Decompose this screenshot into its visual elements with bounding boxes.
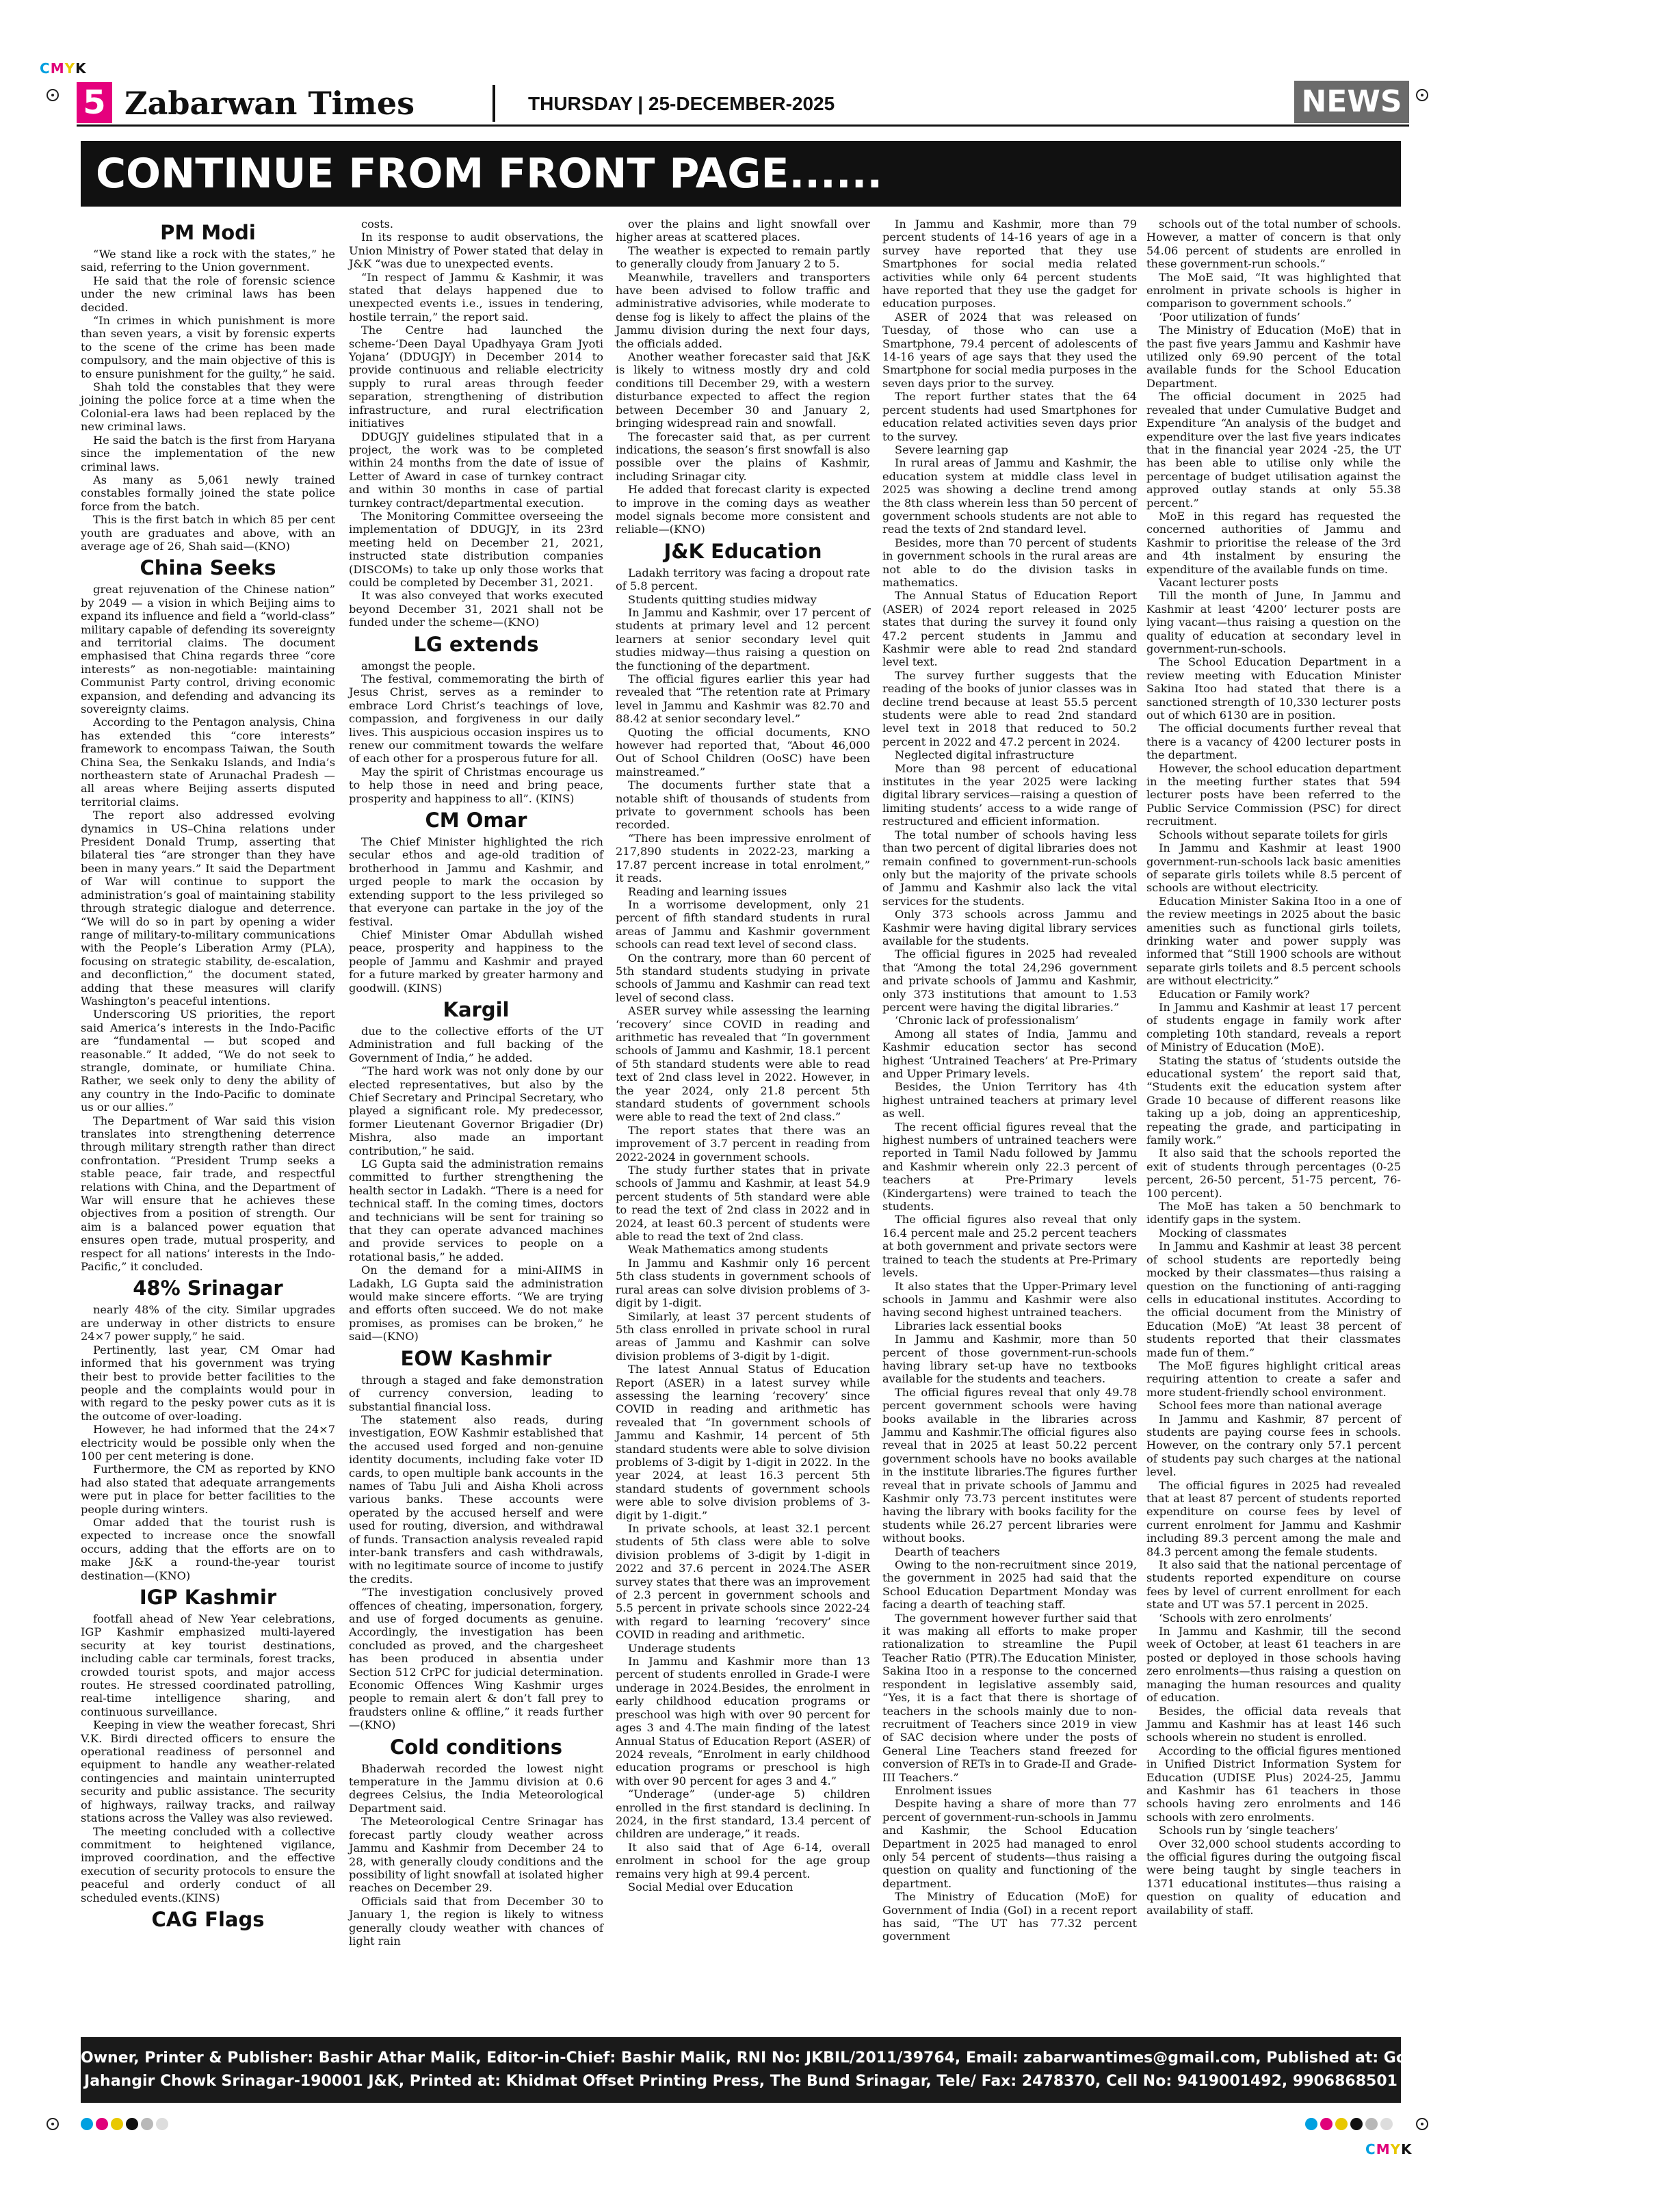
article-heading: J&K Education [664, 539, 822, 563]
article-paragraph: Chief Minister Omar Abdullah wished peace, prosperity and happiness to the people of Jammu and Kashmir and prayed for a future marked by greater harmony and goodwill. (KINS) [349, 928, 603, 995]
color-bar-right [1305, 2118, 1393, 2130]
article-paragraph: The official figures in 2025 had revealed that “Among the total 24,296 government and private schools of Jammu and Kashmir, only 373 institutions that amount to 1.53 percent were having the digital libraries.” [882, 947, 1137, 1014]
article-paragraph: The official figures reveal that only 49.78 percent government schools were having books available in the libraries across Jammu and Kashmir.The official figures also reveal that in 2025 at least 50.22 percent government schools have no books available in the institute libraries.The figures further reveal that in private schools of Jammu and Kashmir only 73.73 percent institutes were having the library with books facility for the students while 26.27 percent libraries were without books. [882, 1385, 1137, 1545]
article-paragraph: The forecaster said that, as per current indications, the season’s first snowfall is also possible over the plains of Kashmir, including Srinagar city. [616, 430, 870, 483]
article-paragraph: Underscoring US priorities, the report said America’s interests in the Indo-Pacific are “fundamental — but scoped and reasonable.” It added, “We do not seek to strangle, dominate, or humiliate China. Rather, we seek only to deny the ability of any country in the Indo-Pacific to dominate us or our allies.” [81, 1008, 335, 1114]
article-paragraph: However, the school education department in the meeting further states that 594 lecturer posts have been referred to the Public Service Commission (PSC) for direct recruitment. [1146, 761, 1401, 828]
article-heading: 48% Srinagar [133, 1276, 283, 1300]
article-paragraph: ‘Chronic lack of professionalism’ [895, 1014, 1079, 1027]
column-4 [882, 218, 1137, 2028]
article-paragraph: Enrolment issues [895, 1783, 993, 1797]
article-paragraph: ‘Schools with zero enrolments’ [1159, 1611, 1333, 1625]
article-paragraph: Among all states of India, Jammu and Kashmir education sector has second highest ‘Untrained Teachers’ at Pre-Primary and Upper Primary levels. [882, 1027, 1137, 1080]
article-paragraph: On the contrary, more than 60 percent of 5th standard students studying in private schools of Jammu and Kashmir can read text level of second class. [616, 951, 870, 1004]
article-paragraph: The official documents further reveal that there is a vacancy of 4200 lecturer posts in the department. [1146, 722, 1401, 762]
article-paragraph: As many as 5,061 newly trained constables formally joined the state police force from the batch. [81, 473, 335, 513]
article-paragraph: In Jammu and Kashmir, till the second week of October, at least 61 teachers in are posted or deployed in those schools having zero enrolments—thus raising a question on managing the human resources and quality of education. [1146, 1625, 1401, 1705]
article-paragraph: The Department of War said this vision translates into strengthening deterrence through military strength rather than direct confrontation. “President Trump seeks a stable peace, fair trade, and respectful relations with China, and the Department of War will ensure that he achieves these objectives from a position of strength. Our aim is a balanced power equation that ensures open trade, mutual prosperity, and respect for all nations’ interests in the Indo-Pacific,” it concluded. [81, 1114, 335, 1274]
article-paragraph: According to the official figures mentioned in Unified District Information System for Education (UDISE Plus) 2024-25, Jammu and Kashmir has 61 teachers in those schools having zero enrolments and 146 schools with zero enrolments. [1146, 1744, 1401, 1824]
article-paragraph: Students quitting studies midway [628, 592, 817, 606]
imprint-line-1: Owner, Printer & Publisher: Bashir Athar Malik, Editor-in-Chief: Bashir Malik, RNI No: JKBIL/2011/39764, Email: zabarwantimes@gmail.com, Published at: Govt. Quarters, B-6, Budshah Flats [81, 2049, 1680, 2067]
article-paragraph: The official figures in 2025 had revealed that at least 87 percent of students reported expenditure on course fees by level of current enrolment for Jammu and Kashmir including 89.3 percent among the male and 84.3 percent among the female students. [1146, 1478, 1401, 1558]
article-paragraph: Shah told the constables that they were joining the police force at a time when the Colonial-era laws had been replaced by the new criminal laws. [81, 380, 335, 434]
page-banner: CONTINUE FROM FRONT PAGE...... [81, 141, 1401, 207]
article-paragraph: Keeping in view the weather forecast, Shri V.K. Birdi directed officers to ensure the operational readiness of personnel and equipment to handle any weather-related contingencies and maintain uninterrupted security and public assistance. The security of highways, railway tracks, and railway stations across the Valley was also reviewed. [81, 1718, 335, 1825]
article-paragraph: Over 32,000 school students according to the official figures during the outgoing fiscal were being taught by single teachers in 1371 educational institutes—thus raising a question on quality of education and availability of staff. [1146, 1837, 1401, 1917]
article-paragraph: According to the Pentagon analysis, China has extended this “core interests” framework to encompass Taiwan, the South China Sea, the Senkaku Islands, and India’s northeastern state of Arunachal Pradesh — all areas where Beijing asserts disputed territorial claims. [81, 716, 335, 809]
article-paragraph: Weak Mathematics among students [628, 1243, 828, 1257]
article-paragraph: Schools without separate toilets for girls [1159, 828, 1388, 841]
article-paragraph: Neglected digital infrastructure [895, 748, 1075, 762]
article-heading: Cold conditions [389, 1735, 563, 1759]
article-paragraph: The MoE figures highlight critical areas requiring attention to create a safer and more student-friendly school environment. [1146, 1359, 1401, 1399]
article-paragraph: The MoE has taken a 50 benchmark to identify gaps in the system. [1146, 1200, 1401, 1227]
article-columns [81, 218, 1401, 2028]
article-paragraph: In Jammu and Kashmir at least 17 percent of students engage in family work after completing 10th standard, reveals a report of Ministry of Education (MoE). [1146, 1000, 1401, 1054]
article-paragraph: LG Gupta said the administration remains committed to further strengthening the health sector in Ladakh. “There is a need for technical staff. In the coming times, doctors and technicians will be sent for training so that they can operate advanced machines and provide services to people on a rotational basis,” he added. [349, 1157, 603, 1263]
article-paragraph: The statement also reads, during investigation, EOW Kashmir established that the accused used forged and non-genuine identity documents, including fake voter ID cards, to open multiple bank accounts in the names of Tabu Juli and Aisha Kholi across various banks. These accounts were operated by the accused herself and were used for routing, diversion, and withdrawal of funds. Transaction analysis revealed rapid inter-bank transfers and cash withdrawals, with no legitimate source of income to justify the credits. [349, 1413, 603, 1586]
article-paragraph: Severe learning gap [895, 443, 1008, 456]
article-paragraph: He added that forecast clarity is expected to improve in the coming days as weather model signals become more consistent and reliable—(KNO) [616, 483, 870, 536]
article-paragraph: The festival, commemorating the birth of Jesus Christ, serves as a reminder to embrace Lord Christ’s teachings of love, compassion, and forgiveness in our daily lives. This auspicious occasion inspires us to renew our commitment towards the welfare of each other for a prosperous future for all. [349, 672, 603, 765]
article-paragraph: More than 98 percent of educational institutes in the year 2025 were lacking digital library services—raising a question of limiting students’ access to a wide range of restructured and efficient information. [882, 761, 1137, 828]
article-heading: PM Modi [160, 221, 256, 244]
article-paragraph: great rejuvenation of the Chinese nation” by 2049 — a vision in which Beijing aims to expand its influence and field a “world-class” military capable of defending its sovereignty and territorial claims. The document emphasised that China regards three “core interests” as non-negotiable: maintaining Communist Party control, driving economic expansion, and defending and advancing its sovereignty claims. [81, 583, 335, 716]
article-paragraph: The Monitoring Committee overseeing the implementation of DDUGJY, in its 23rd meeting held on December 21, 2021, instructed state distribution companies (DISCOMs) to take up only those works that could be completed by December 31, 2021. [349, 509, 603, 589]
article-paragraph: The recent official figures reveal that the highest numbers of untrained teachers were reported in Tamil Nadu followed by Jammu and Kashmir wherein only 22.3 percent of teachers at Pre-Primary levels (Kindergartens) were trained to teach the students. [882, 1120, 1137, 1214]
article-paragraph: The meeting concluded with a collective commitment to heightened vigilance, improved coordination, and the effective execution of security protocols to ensure the peaceful and orderly conduct of all scheduled events.(KINS) [81, 1824, 335, 1904]
article-paragraph: Officials said that from December 30 to January 1, the region is likely to witness generally cloudy weather with chances of light rain [349, 1894, 603, 1948]
article-paragraph: Underage students [628, 1641, 735, 1655]
article-paragraph: However, he had informed that the 24×7 electricity would be possible only when the 100 per cent metering is done. [81, 1423, 335, 1463]
article-paragraph: It was also conveyed that works executed beyond December 31, 2021 shall not be funded under the scheme—(KNO) [349, 589, 603, 629]
article-paragraph: nearly 48% of the city. Similar upgrades are underway in other districts to ensure 24×7 power supply,” he said. [81, 1303, 335, 1344]
article-paragraph: Education Minister Sakina Itoo in a one of the review meetings in 2025 about the basic amenities such as functional girls toilets, drinking water and power supply was informed that “Still 1900 schools are without separate girls toilets and 8.5 percent schools are without electricity.” [1146, 894, 1401, 988]
article-paragraph: In Jammu and Kashmir, more than 79 percent students of 14-16 years of age in a survey have reported that they use Smartphones for social media related activities while only 64 percent students have reported that they use the gadget for education purposes. [882, 218, 1137, 311]
registration-mark-top-left [47, 89, 59, 101]
article-heading: IGP Kashmir [139, 1586, 277, 1609]
article-paragraph: Only 373 schools across Jammu and Kashmir were having digital library services available for the students. [882, 908, 1137, 947]
article-paragraph: Ladakh territory was facing a dropout rate of 5.8 percent. [616, 566, 870, 593]
article-paragraph: The Ministry of Education (MoE) that in the past five years Jammu and Kashmir have utilized only 69.90 percent of the total available funds for the School Education Department. [1146, 324, 1401, 390]
article-paragraph: Meanwhile, travellers and transporters have been advised to follow traffic and administrative advisories, while moderate to dense fog is likely to affect the plains of the Jammu division during the next four days, the officials added. [616, 270, 870, 350]
article-heading: Kargil [443, 997, 510, 1021]
article-paragraph: ASER survey while assessing the learning ‘recovery’ since COVID in reading and arithmetic has revealed that “In government schools of Jammu and Kashmir, 18.1 percent of 5th standard students were able to read text of 2nd class level in 2022. However, in the year 2024, only 21.8 percent 5th standard students of government schools were able to read the text of 2nd class.” [616, 1004, 870, 1124]
article-paragraph: The weather is expected to remain partly to generally cloudy from January 2 to 5. [616, 244, 870, 271]
article-paragraph: The study further states that in private schools of Jammu and Kashmir, at least 54.9 percent students of 5th standard were able to read the text of 2nd class in 2022 and in 2024, at least 60.3 percent of students were able to read the text of 2nd class. [616, 1164, 870, 1244]
masthead-divider [493, 85, 495, 122]
article-paragraph: On the demand for a mini-AIIMS in Ladakh, LG Gupta said the administration would make sincere efforts. “We are trying and efforts often succeed. We do not make promises, as promises can be broken,” he said—(KNO) [349, 1263, 603, 1344]
article-paragraph: The report states that there was an improvement of 3.7 percent in reading from 2022-2024 in government schools. [616, 1123, 870, 1164]
article-paragraph: Besides, the official data reveals that Jammu and Kashmir has at least 146 such schools wherein no student is enrolled. [1146, 1704, 1401, 1744]
article-paragraph: The Ministry of Education (MoE) for Government of India (GoI) in a recent report has said, “The UT has 77.32 percent government [882, 1890, 1137, 1943]
article-paragraph: In a worrisome development, only 21 percent of fifth standard students in rural areas of Jammu and Kashmir government schools can read text level of second class. [616, 897, 870, 952]
article-paragraph: footfall ahead of New Year celebrations, IGP Kashmir emphasized multi-layered security at key tourist destinations, including cable car terminals, forest tracks, crowded tourist spots, and major access routes. He stressed coordinated patrolling, real-time intelligence sharing, and continuous surveillance. [81, 1612, 335, 1718]
article-paragraph: In Jammu and Kashmir, over 17 percent of students at primary level and 12 percent learners at senior secondary level quit studies midway—thus raising a question on the functioning of the department. [616, 605, 870, 672]
article-paragraph: The Annual Status of Education Report (ASER) of 2024 report released in 2025 states that during the survey it found only 47.2 percent students in Jammu and Kashmir were able to read 2nd standard level text. [882, 589, 1137, 669]
article-paragraph: The Meteorological Centre Srinagar has forecast partly cloudy weather across Jammu and Kashmir from December 24 to 28, with generally cloudy conditions and the possibility of light snowfall at isolated higher reaches on December 29. [349, 1815, 603, 1895]
article-paragraph: In Jammu and Kashmir at least 38 percent of school students are reportedly being mocked by their classmates—thus raising a question on the functioning of anti-ragging cells in educational institutes. According to the official document from the Ministry of Education (MoE) “At least 38 percent of students reported that their classmates made fun of them.” [1146, 1240, 1401, 1359]
article-paragraph: He said the batch is the first from Haryana since the implementation of the new criminal laws. [81, 433, 335, 473]
article-paragraph: Omar added that the tourist rush is expected to increase once the snowfall occurs, adding that the efforts are on to make J&K a round-the-year tourist destination—(KNO) [81, 1515, 335, 1582]
article-paragraph: Pertinently, last year, CM Omar had informed that his government was trying their best to provide better facilities to the people and the complaints would pour in with regard to the pesky power cuts as it is the outcome of over-loading. [81, 1343, 335, 1423]
article-paragraph: The report also addressed evolving dynamics in US–China relations under President Donald Trump, asserting that bilateral ties “are stronger than they have been in many years.” It said the Department of War will continue to support the administration’s goal of maintaining stability through strategic dialogue and deterrence. “We will do so in part by opening a wider range of military-to-military communications with the People’s Liberation Army (PLA), focusing on strategic stability, de-escalation, and deconfliction,” the document stated, adding that these measures will clarify Washington’s peaceful intentions. [81, 809, 335, 1008]
article-paragraph: due to the collective efforts of the UT Administration and full backing of the Government of India,” he added. [349, 1024, 603, 1064]
article-heading: LG extends [413, 632, 539, 656]
article-paragraph: This is the first batch in which 85 per cent youth are graduates and above, with an average age of 26, Shah said—(KNO) [81, 513, 335, 553]
article-paragraph: The government however further said that it was making all efforts to make proper rationalization to streamline the Pupil Teacher Ratio (PTR).The Education Minister, Sakina Itoo in a response to the concerned respondent in legislative assembly said, “Yes, it is a fact that there is shortage of teachers in the schools mainly due to non-recruitment of Teachers since 2019 in view of SAC decision where under the posts of General Line Teachers stand freezed for conversion of RETs in to Grade-II and Grade-III Teachers.” [882, 1611, 1137, 1784]
article-paragraph: Schools run by ‘single teachers’ [1159, 1824, 1339, 1837]
cmyk-mark-top: CMYK [40, 60, 87, 77]
article-paragraph: Vacant lecturer posts [1159, 575, 1278, 589]
article-paragraph: schools out of the total number of schools. However, a matter of concern is that only 54.06 percent of students are enrolled in these government-run schools.” [1146, 218, 1401, 271]
article-paragraph: In Jammu and Kashmir at least 1900 government-run-schools lack basic amenities of separate girls toilets while 8.5 percent of schools are without electricity. [1146, 841, 1401, 895]
page-number: 5 [77, 82, 112, 123]
article-paragraph: Mocking of classmates [1159, 1226, 1287, 1240]
column-1 [81, 218, 335, 2028]
article-paragraph: School fees more than national average [1159, 1399, 1382, 1413]
imprint-footer [81, 2037, 1680, 2103]
article-paragraph: In Jammu and Kashmir only 16 percent 5th class students in government schools of rural areas can solve division problems of 3-digit by 1-digit. [616, 1256, 870, 1310]
masthead [77, 81, 1409, 127]
article-paragraph: The MoE said, “It was highlighted that enrolment in private schools is higher in comparison to government schools.” [1146, 270, 1401, 311]
article-paragraph: The official figures also reveal that only 16.4 percent male and 25.2 percent teachers at both government and private sectors were trained to teach the students at Pre-Primary levels. [882, 1213, 1137, 1280]
article-paragraph: In private schools, at least 32.1 percent students of 5th class were able to solve division problems of 3-digit by 1-digit in 2022 and 37.6 percent in 2024.The ASER survey states that there was an improvement of 2.3 percent in government schools and 5.5 percent in private schools since 2022-24 with regard to learning ‘recovery’ since COVID in reading and arithmetic. [616, 1522, 870, 1642]
article-heading: EOW Kashmir [400, 1346, 552, 1370]
registration-mark-top-right [1416, 89, 1428, 101]
article-paragraph: Social Medial over Education [628, 1880, 793, 1893]
registration-mark-bottom-right [1416, 2118, 1428, 2130]
article-paragraph: The School Education Department in a review meeting with Education Minister Sakina Itoo had stated that there is a sanctioned strength of 10,330 lecturer posts out of which 6130 are in position. [1146, 655, 1401, 722]
article-paragraph: Furthermore, the CM as reported by KNO had also stated that adequate arrangements were put in place for better facilities to the people during winters. [81, 1463, 335, 1516]
article-paragraph: “There has been impressive enrolment of 217,890 students in 2022-23, marking a 17.87 percent increase in total enrolment,” it reads. [616, 831, 870, 885]
section-label: NEWS [1294, 81, 1409, 123]
article-paragraph: Stating the status of ‘students outside the educational system’ the report said that, “Students exit the education system after Grade 10 because of different reasons like taking up a job, doing an apprenticeship, repeating the grade, and participating in family work.” [1146, 1053, 1401, 1147]
article-paragraph: May the spirit of Christmas encourage us to help those in need and bring peace, prosperity and happiness to all”. (KINS) [349, 765, 603, 805]
article-paragraph: It also said that the schools reported the exit of students through percentages (0-25 percent, 26-50 percent, 51-75 percent, 76-100 percent). [1146, 1146, 1401, 1200]
article-heading: CM Omar [425, 809, 527, 833]
article-paragraph: He said that the role of forensic science under the new criminal laws has been decided. [81, 274, 335, 314]
article-paragraph: over the plains and light snowfall over higher areas at scattered places. [616, 218, 870, 244]
article-paragraph: costs. [361, 218, 394, 231]
cmyk-mark-bottom: CMYK [1365, 2141, 1413, 2158]
article-paragraph: ‘Poor utilization of funds’ [1159, 310, 1300, 324]
article-paragraph: The survey further suggests that the reading of the books of junior classes was in decline trend because at least 55.5 percent students were able to read 2nd standard level text in 2018 that reduced to 50.2 percent in 2022 and 47.2 percent in 2024. [882, 668, 1137, 748]
article-paragraph: Another weather forecaster said that J&K is likely to witness mostly dry and cold conditions till December 29, with a western disturbance expected to affect the region between December 30 and January 2, bringing widespread rain and snowfall. [616, 350, 870, 430]
article-paragraph: “The hard work was not only done by our elected representatives, but also by the Chief Secretary and Principal Secretary, who played a significant role. My predecessor, former Lieutenant Governor Brigadier (Dr) Mishra, also made an important contribution,” he said. [349, 1064, 603, 1157]
article-paragraph: The latest Annual Status of Education Report (ASER) in a latest survey while assessing the learning ‘recovery’ since COVID in reading and arithmetic has revealed that “In government schools of Jammu and Kashmir, 14 percent of 5th standard students were able to solve division problems of 3-digit by 1-digit in 2022. In the year 2024, at least 16.3 percent 5th standard students of government schools were able to solve division problems of 3-digit by 1-digit.” [616, 1363, 870, 1522]
article-paragraph: MoE in this regard has requested the concerned authorities of Jammu and Kashmir to prioritise the release of the 3rd and 4th instalment by ensuring the expenditure of the available funds on time. [1146, 509, 1401, 576]
article-paragraph: In its response to audit observations, the Union Ministry of Power stated that delay in J&K “was due to unexpected events. [349, 231, 603, 271]
article-paragraph: Despite having a share of more than 77 percent of government-run-schools in Jammu and Kashmir, the School Education Department in 2025 had managed to enrol only 54 percent of students—thus raising a question on quality and functioning of the department. [882, 1797, 1137, 1890]
article-paragraph: The Centre had launched the scheme-‘Deen Dayal Upadhyaya Gram Jyoti Yojana’ (DDUGJY) in December 2014 to provide continuous and reliable electricity supply to rural areas through feeder separation, strengthening of distribution infrastructure, and rural electrification initiatives [349, 324, 603, 430]
article-paragraph: The official figures earlier this year had revealed that “The retention rate at Primary level in Jammu and Kashmir was 82.70 and 88.42 at senior secondary level.” [616, 672, 870, 726]
color-bar-left [81, 2118, 168, 2130]
article-paragraph: through a staged and fake demonstration of currency conversion, leading to substantial financial loss. [349, 1373, 603, 1413]
article-paragraph: Owing to the non-recruitment since 2019, the government in 2025 had said that the School Education Department Monday was facing a dearth of teaching staff. [882, 1558, 1137, 1612]
article-paragraph: It also states that the Upper-Primary level schools in Jammu and Kashmir were also having second highest untrained teachers. [882, 1279, 1137, 1320]
registration-mark-bottom-left [47, 2118, 59, 2130]
article-paragraph: Quoting the official documents, KNO however had reported that, “About 46,000 Out of School Children (OoSC) have been mainstreamed.” [616, 725, 870, 778]
article-paragraph: Besides, the Union Territory has 4th highest untrained teachers at primary level as well. [882, 1080, 1137, 1120]
article-paragraph: In Jammu and Kashmir more than 13 percent of students enrolled in Grade-I were underage in 2024.Besides, the enrolment in early childhood education programs or preschool was high with over 90 percent for ages 3 and 4.The main finding of the latest Annual Status of Education Report (ASER) of 2024 reveals, “Enrolment in early childhood education programs or preschool is high with over 90 percent for ages 3 and 4.” [616, 1655, 870, 1787]
article-heading: CAG Flags [151, 1907, 265, 1931]
article-paragraph: Besides, more than 70 percent of students in government schools in the rural areas are not able to do the division tasks in mathematics. [882, 536, 1137, 589]
article-paragraph: Bhaderwah recorded the lowest night temperature in the Jammu division at 0.6 degrees Celsius, the India Meteorological Department said. [349, 1761, 603, 1815]
article-paragraph: “The investigation conclusively proved offences of cheating, impersonation, forgery, and use of forged documents as genuine. Accordingly, the investigation has been concluded as proved, and the chargesheet has been produced in absentia under Section 512 CrPC for judicial determination. Economic Offences Wing Kashmir urges people to remain alert & don’t fall prey to fraudsters online & offline,” it reads further—(KNO) [349, 1586, 603, 1732]
article-paragraph: The Chief Minister highlighted the rich secular ethos and age-old tradition of brotherhood in Jammu and Kashmir, and urged people to mark the occasion by extending support to the less privileged so that everyone can partake in the joy of the festival. [349, 835, 603, 928]
article-paragraph: Reading and learning issues [628, 884, 787, 898]
article-paragraph: ASER of 2024 that was released on Tuesday, of those who can use a Smartphone, 79.4 percent of adolescents of 14-16 years of age says that they used the Smartphone for social media purposes in the seven days prior to the survey. [882, 310, 1137, 390]
article-paragraph: It also said that the national percentage of students reported expenditure on course fees by level of current enrollment for each state and UT was 57.1 percent in 2025. [1146, 1558, 1401, 1612]
article-paragraph: In Jammu and Kashmir, more than 50 percent of those government-run-schools having library set-up have no textbooks available for the students and teachers. [882, 1333, 1137, 1386]
article-paragraph: The official document in 2025 had revealed that under Cumulative Budget and Expenditure “An analysis of the budget and expenditure over the last five years indicates that in the financial year 2024 -25, the UT has been able to utilise only while the percentage of budget utilisation against the approved outlay stands at only 55.38 percent.” [1146, 390, 1401, 510]
article-paragraph: In Jammu and Kashmir, 87 percent of students are paying course fees in schools. However, on the contrary only 57.1 percent of students pay such charges at the national level. [1146, 1412, 1401, 1479]
article-paragraph: Till the month of June, In Jammu and Kashmir at least ‘4200’ lecturer posts are lying vacant—thus raising a question on the quality of education at secondary level in government-run-schools. [1146, 589, 1401, 655]
article-paragraph: Dearth of teachers [895, 1545, 1000, 1558]
imprint-line-2: Jahangir Chowk Srinagar-190001 J&K, Printed at: Khidmat Offset Printing Press, The Bund Srinagar, Tele/ Fax: 2478370, Cell No: 9419001492, 9906868501 [84, 2073, 1397, 2090]
article-paragraph: Libraries lack essential books [895, 1319, 1062, 1333]
article-paragraph: “In respect of Jammu & Kashmir, it was stated that delays happened due to unexpected events i.e., issues in tendering, hostile terrain,” the report said. [349, 270, 603, 324]
article-paragraph: The documents further state that a notable shift of thousands of students from private to government schools has been recorded. [616, 778, 870, 832]
article-heading: China Seeks [140, 556, 276, 580]
article-paragraph: amongst the people. [361, 659, 476, 672]
paper-name: Zabarwan Times [124, 85, 415, 122]
article-paragraph: “In crimes in which punishment is more than seven years, a visit by forensic experts to the scene of the crime has been made compulsory, and the main objective of this is to ensure punishment for the guilty,” he said. [81, 314, 336, 380]
column-3 [616, 218, 870, 2028]
article-paragraph: Similarly, at least 37 percent students of 5th class enrolled in private school in rural areas of Jammu and Kashmir can solve division problems of 3-digit by 1-digit. [616, 1309, 870, 1363]
article-paragraph: The total number of schools having less than two percent of digital libraries does not remain confined to government-run-schools only but the majority of the private schools of Jammu and Kashmir also lack the vital services for the students. [882, 828, 1137, 908]
article-paragraph: Education or Family work? [1159, 987, 1310, 1001]
dateline: THURSDAY | 25-DECEMBER-2025 [528, 93, 835, 114]
column-2 [349, 218, 603, 2028]
article-paragraph: In rural areas of Jammu and Kashmir, the education system at middle class level in 2025 was showing a decline trend among the 8th class wherein less than 50 percent of government schools students are not able to read the texts of 2nd standard level. [882, 456, 1137, 536]
article-paragraph: It also said that of Age 6-14, overall enrolment in school for the age group remains very high at 99.4 percent. [616, 1840, 870, 1880]
article-paragraph: DDUGJY guidelines stipulated that in a project, the work was to be completed within 24 months from the date of issue of Letter of Award in case of turnkey contract and within 30 months in case of partial turnkey contract/departmental execution. [349, 430, 603, 510]
column-5 [1146, 218, 1401, 2028]
article-paragraph: “Underage” (under-age 5) children enrolled in the first standard is declining. In 2024, in the first standard, 13.4 percent of children are underage,” it reads. [616, 1787, 870, 1841]
article-paragraph: The report further states that the 64 percent students had used Smartphones for education related activities seven days prior to the survey. [882, 390, 1137, 443]
article-paragraph: “We stand like a rock with the states,” he said, referring to the Union government. [81, 248, 335, 274]
